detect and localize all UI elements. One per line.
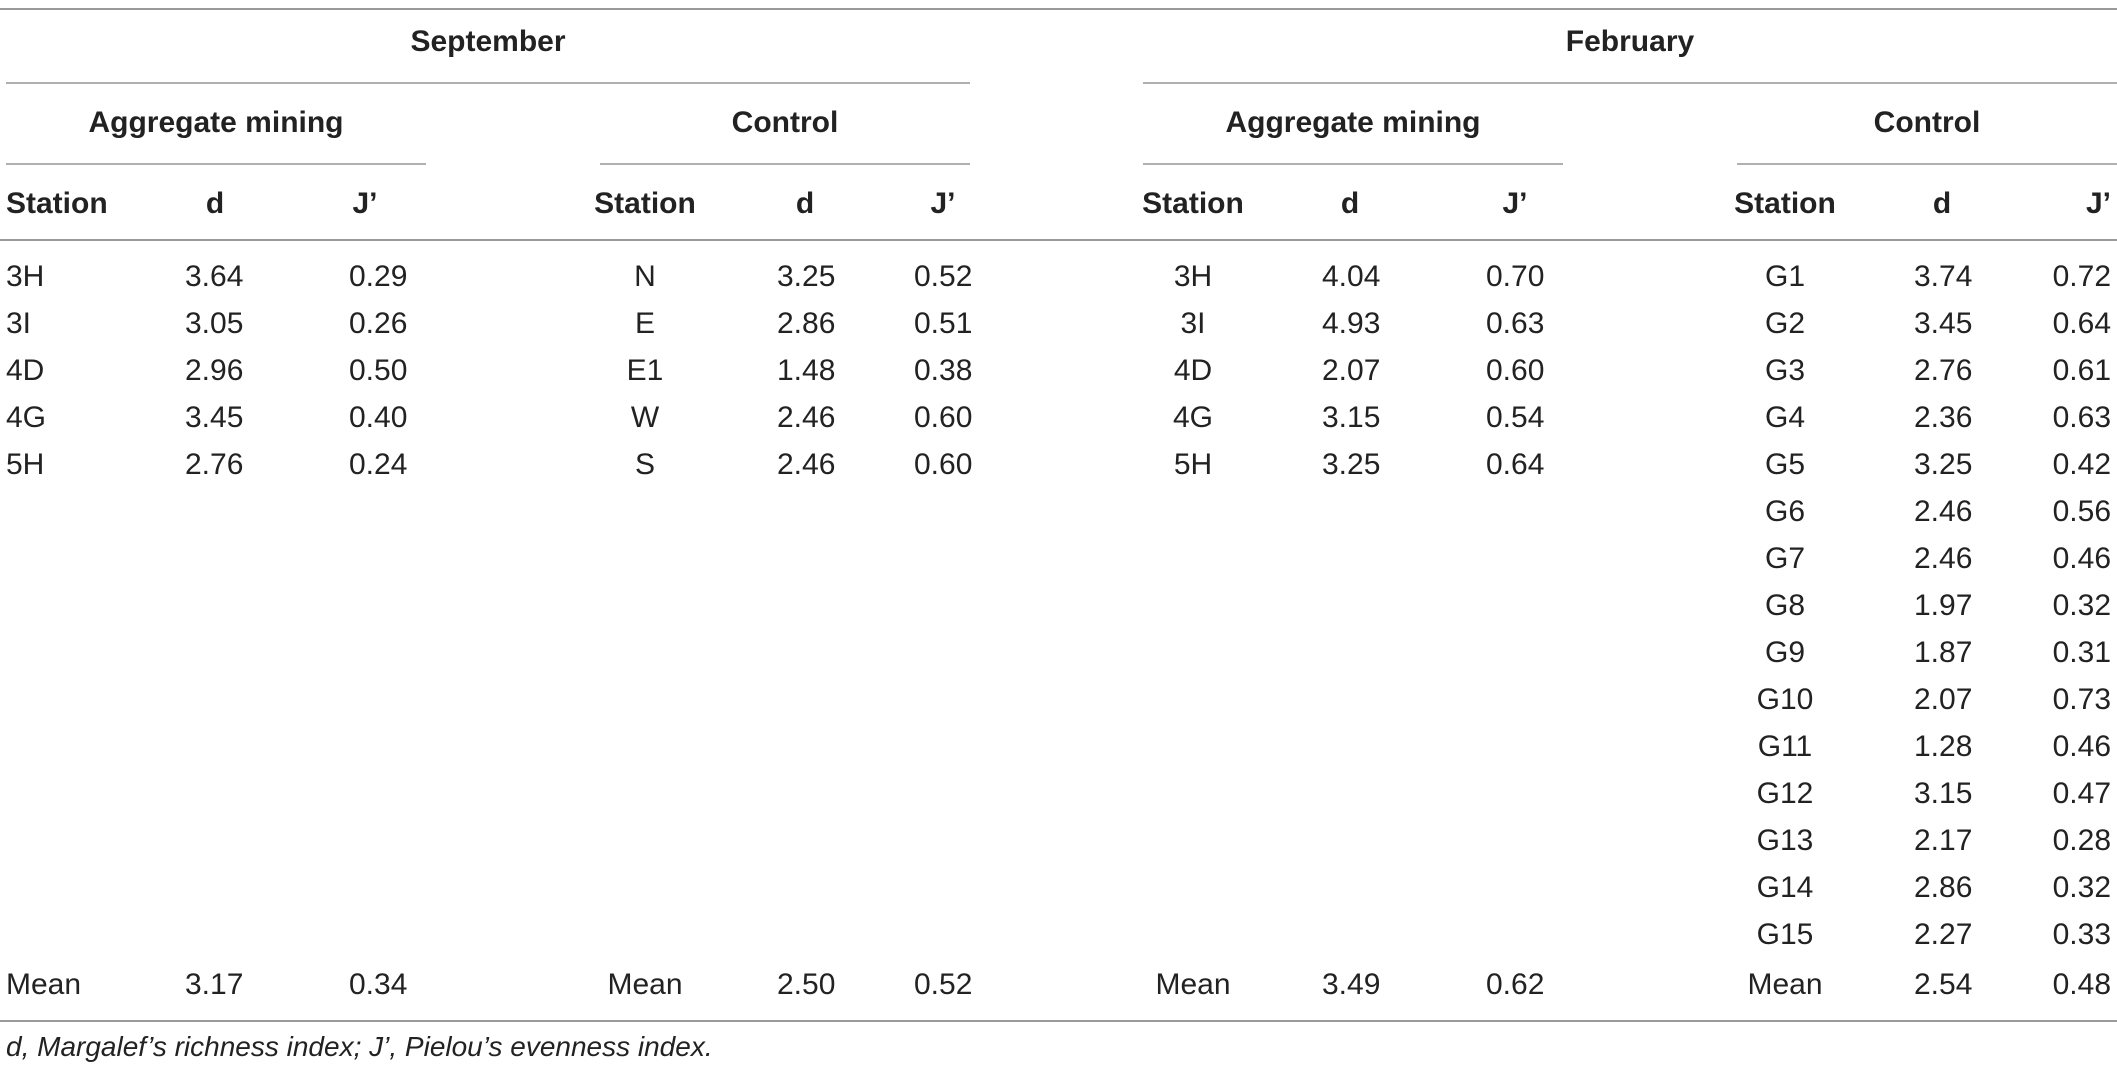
table-cell-j: 0.54 (1486, 401, 1545, 434)
table-cell-d: 2.86 (777, 307, 836, 340)
table-cell-station: G1 (1764, 260, 1806, 293)
table-cell-d: 2.76 (185, 448, 244, 481)
february-rule (1143, 82, 2117, 84)
table-cell-station: G15 (1756, 918, 1814, 951)
table-cell-d: 2.96 (185, 354, 244, 387)
mean-j: 0.62 (1486, 968, 1545, 1001)
table-cell-j: 0.70 (1486, 260, 1545, 293)
mean-d: 2.50 (777, 968, 836, 1001)
sep-ctrl-rule (600, 163, 970, 165)
table-cell-j: 0.64 (2052, 307, 2111, 340)
mean-label: Mean (6, 968, 82, 1001)
mean-label: Mean (1747, 968, 1823, 1001)
table-cell-d: 4.04 (1322, 260, 1381, 293)
table-cell-d: 4.93 (1322, 307, 1381, 340)
table-cell-station: G12 (1756, 777, 1814, 810)
mean-j: 0.48 (2052, 968, 2111, 1001)
mean-j: 0.52 (914, 968, 973, 1001)
table-cell-j: 0.29 (349, 260, 408, 293)
col-header-d: d (205, 187, 225, 220)
table-cell-j: 0.40 (349, 401, 408, 434)
sep-agg-rule (6, 163, 426, 165)
table-cell-station: G8 (1764, 589, 1806, 622)
table-cell-j: 0.63 (1486, 307, 1545, 340)
table-cell-station: 4D (6, 354, 45, 387)
col-header-j: J’ (1502, 187, 1528, 220)
table-cell-j: 0.72 (2052, 260, 2111, 293)
col-header-d: d (1932, 187, 1952, 220)
table-cell-station: G3 (1764, 354, 1806, 387)
table-cell-d: 3.64 (185, 260, 244, 293)
mean-d: 3.49 (1322, 968, 1381, 1001)
table-cell-j: 0.50 (349, 354, 408, 387)
table-cell-station: G2 (1764, 307, 1806, 340)
table-cell-station: 3I (6, 307, 32, 340)
top-rule (0, 8, 2117, 10)
table-cell-j: 0.32 (2052, 589, 2111, 622)
table-cell-d: 1.48 (777, 354, 836, 387)
col-header-d: d (795, 187, 815, 220)
table-cell-station: G6 (1764, 495, 1806, 528)
table-cell-j: 0.61 (2052, 354, 2111, 387)
subgroup-header-feb-aggregate: Aggregate mining (1225, 106, 1481, 139)
table-cell-d: 3.25 (777, 260, 836, 293)
table-cell-d: 3.45 (185, 401, 244, 434)
table-cell-station: G7 (1764, 542, 1806, 575)
table-cell-j: 0.63 (2052, 401, 2111, 434)
col-header-station: Station (6, 187, 108, 220)
table-cell-station: G11 (1757, 730, 1813, 763)
table-cell-j: 0.24 (349, 448, 408, 481)
table-cell-d: 3.74 (1914, 260, 1973, 293)
table-cell-station: G14 (1756, 871, 1814, 904)
table-cell-station: N (634, 260, 656, 293)
table-cell-station: G13 (1756, 824, 1814, 857)
table-cell-station: 4D (1173, 354, 1213, 387)
table-cell-d: 2.76 (1914, 354, 1973, 387)
table-cell-d: 2.46 (777, 448, 836, 481)
mean-d: 3.17 (185, 968, 244, 1001)
col-header-j: J’ (930, 187, 956, 220)
table-cell-j: 0.60 (914, 448, 973, 481)
table-cell-j: 0.31 (2052, 636, 2111, 669)
table-cell-d: 2.86 (1914, 871, 1973, 904)
table-cell-d: 2.46 (1914, 542, 1973, 575)
table-cell-j: 0.38 (914, 354, 973, 387)
subgroup-header-sep-aggregate: Aggregate mining (88, 106, 344, 139)
mean-label: Mean (1155, 968, 1231, 1001)
table-cell-station: 3H (6, 260, 45, 293)
table-cell-station: 5H (6, 448, 45, 481)
table-cell-j: 0.47 (2052, 777, 2111, 810)
table-cell-d: 3.25 (1322, 448, 1381, 481)
table-cell-j: 0.56 (2052, 495, 2111, 528)
table-cell-j: 0.52 (914, 260, 973, 293)
table-cell-station: G9 (1764, 636, 1806, 669)
col-header-station: Station (1142, 187, 1244, 220)
header-rule (0, 239, 2117, 241)
table-cell-d: 3.05 (185, 307, 244, 340)
september-rule (6, 82, 970, 84)
table-cell-j: 0.60 (914, 401, 973, 434)
table-cell-j: 0.64 (1486, 448, 1545, 481)
table-cell-d: 2.07 (1914, 683, 1973, 716)
table-cell-station: E (634, 307, 655, 340)
table-cell-station: 4G (1172, 401, 1214, 434)
table-cell-j: 0.51 (914, 307, 973, 340)
table-cell-station: 3I (1180, 307, 1206, 340)
table-footnote: d, Margalef’s richness index; J’, Pielou’s evenness index. (6, 1031, 713, 1062)
table-cell-j: 0.28 (2052, 824, 2111, 857)
bottom-rule (0, 1020, 2117, 1022)
col-header-station: Station (594, 187, 696, 220)
mean-j: 0.34 (349, 968, 408, 1001)
table-cell-j: 0.33 (2052, 918, 2111, 951)
col-header-j: J’ (352, 187, 378, 220)
subgroup-header-sep-control: Control (731, 106, 839, 139)
table-cell-j: 0.46 (2052, 542, 2111, 575)
table-cell-j: 0.73 (2052, 683, 2111, 716)
mean-d: 2.54 (1914, 968, 1973, 1001)
table-cell-station: 4G (6, 401, 47, 434)
table-cell-d: 2.36 (1914, 401, 1973, 434)
table-cell-d: 3.15 (1914, 777, 1973, 810)
table-cell-d: 2.46 (777, 401, 836, 434)
mean-label: Mean (607, 968, 683, 1001)
table-cell-d: 1.28 (1914, 730, 1973, 763)
table-cell-d: 3.15 (1322, 401, 1381, 434)
table-cell-j: 0.26 (349, 307, 408, 340)
table-cell-d: 3.45 (1914, 307, 1973, 340)
table-cell-station: G5 (1764, 448, 1806, 481)
feb-ctrl-rule (1737, 163, 2117, 165)
table-cell-station: G4 (1764, 401, 1806, 434)
table-cell-station: G10 (1756, 683, 1814, 716)
group-header-february: February (1565, 25, 1695, 58)
col-header-d: d (1340, 187, 1360, 220)
table-cell-j: 0.42 (2052, 448, 2111, 481)
table-cell-d: 3.25 (1914, 448, 1973, 481)
group-header-september: September (410, 25, 566, 58)
table-cell-station: 3H (1173, 260, 1213, 293)
table-cell-d: 1.97 (1914, 589, 1973, 622)
table-cell-station: 5H (1173, 448, 1213, 481)
feb-agg-rule (1143, 163, 1563, 165)
table-cell-d: 2.27 (1914, 918, 1973, 951)
table-cell-d: 1.87 (1914, 636, 1973, 669)
table-cell-j: 0.46 (2052, 730, 2111, 763)
col-header-station: Station (1734, 187, 1836, 220)
table-cell-d: 2.07 (1322, 354, 1381, 387)
table-cell-d: 2.46 (1914, 495, 1973, 528)
table-cell-station: S (634, 448, 655, 481)
table-cell-j: 0.60 (1486, 354, 1545, 387)
col-header-j: J’ (2085, 187, 2111, 220)
table-cell-j: 0.32 (2052, 871, 2111, 904)
subgroup-header-feb-control: Control (1873, 106, 1981, 139)
table-cell-d: 2.17 (1914, 824, 1973, 857)
table-cell-station: W (630, 401, 660, 434)
table-cell-station: E1 (626, 354, 664, 387)
